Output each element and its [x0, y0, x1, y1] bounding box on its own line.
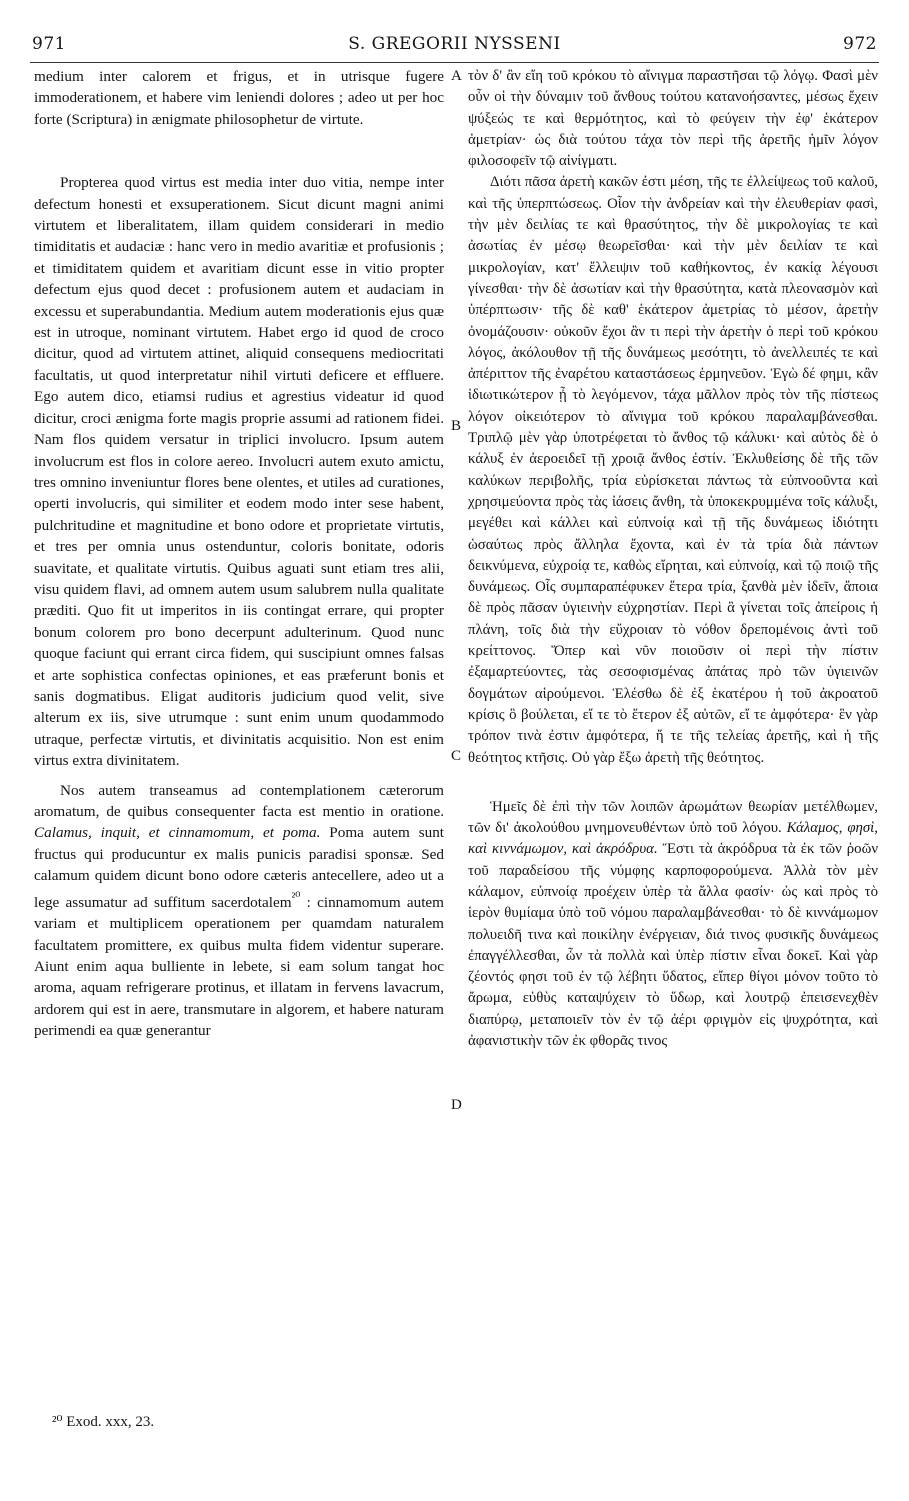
- greek-paragraph-1: τὸν δ' ἂν εἴη τοῦ κρόκου τὸ αἴνιγμα παραστῆσαι τῷ λόγῳ. Φασὶ μὲν οὖν οἱ τὴν δύναμιν τοῦ ἄνθους τούτου κατανοήσαντες, μέσως ἔχειν ψύξεώς τε καὶ θερμότητος, καὶ τὸ φεύγειν τὴν ἐφ' ἑκάτερον ἀμετρίαν· ὡς διὰ τούτου τάχα τὸν περὶ τῆς ἀρετῆς ἡμῖν λόγον φιλοσοφεῖν τῷ αἰνίγματι.: [468, 68, 878, 170]
- greek-paragraph-3-text-b: Ἔστι τὰ ἀκρόδρυα τὰ ἐκ τῶν ῥοῶν τοῦ παραδείσου τῆς νύμφης καρποφορούμενα. Ἀλλὰ τὸν μὲν κάλαμον, εὐπνοίᾳ προέχειν ὑπὲρ τὰ ἄλλα φασίν· ὡς καὶ πρὸς τὸ ἱερὸν θυμίαμα ὑπὸ τοῦ νόμου παραλαμβάνεσθαι· τὸ δὲ κιννάμωμον πολυειδῆ τινα καὶ ποικίλην ἐνέργειαν, διά τινος φυσικῆς δυνάμεως ἐπαγγέλλεσθαι, ὧν τὰ πολλὰ καὶ ὑπὲρ πίστιν εἶναι δοκεῖ. Καὶ γὰρ ζέοντός φησι τοῦ ἐν τῷ λέβητι ὕδατος, εἴπερ θίγοι μόνον τοῦτο τὸ ἄρωμα, εὐθὺς καταψύχειν τὸ ὕδωρ, καὶ λουτρῷ ἐπεισενεχθὲν διαπύρῳ, μεταποιεῖν τὸν ἐν τῷ ἀέρι φριγμὸν εἰς ψυχρότητα, καὶ ἀφανιστικὴν τῶν ἐκ φθορᾶς τινος: [468, 841, 879, 1050]
- latin-paragraph-3-text-b: Poma autem sunt fructus qui producuntur ex malis punicis paradisi sponsæ. Sed calamum quidem dicunt bono odore cæteris antecellere, adeo ut a lege assumatur ad suffitum sacerdotalem: [34, 824, 445, 911]
- page-header: [30, 34, 879, 62]
- header-rule: [30, 62, 879, 63]
- greek-paragraph-3: [468, 797, 878, 1053]
- latin-quotation: Calamus, inquit, et cinnamomum, et poma.: [34, 824, 321, 842]
- latin-paragraph-3: [34, 780, 444, 1042]
- latin-paragraph-3-text-a: Nos autem transeamus ad contemplationem cæterorum aromatum, de quibus consequenter facta est mentio in oratione.: [34, 781, 444, 820]
- footnote-reference: ²⁰: [291, 889, 301, 904]
- left-page-number: 971: [32, 34, 66, 54]
- margin-letter-d: D: [451, 1097, 462, 1113]
- running-title: S. GREGORII NYSSENI: [348, 34, 561, 54]
- greek-paragraph-2: Διότι πᾶσα ἀρετὴ κακῶν ἐστι μέση, τῆς τε ἐλλείψεως τοῦ καλοῦ, καὶ τῆς ὑπερπτώσεως. Οἷον τὴν ἀνδρείαν καὶ τὴν ἐλευθερίαν φασὶ, τὴν μὲν δειλίας τε καὶ θρασύτητος, τὴν δὲ μικρολογίας τε καὶ ἀσωτίας ἐν μέσῳ θεωρεῖσθαι· καὶ τὴν μὲν δειλίαν τε καὶ μικρολογίαν, κατ' ἔλλειψιν τοῦ καθήκοντος, ἐν κακίᾳ λέγουσι γίνεσθαι· τὴν δὲ ἀσωτίαν καὶ τὴν θρασύτητα, κατὰ πλεονασμὸν καὶ ὑπέρπτωσιν· τῆς δὲ καθ' ἑκάτερον ἀμετρίας τὸ μέσον, ἀρετὴν ὀνομάζουσιν· οὐκοῦν ἔχοι ἂν τι περὶ τὴν ἀρετὴν ὁ περὶ τοῦ κρόκου λόγος, ἀκόλουθον τῇ τῆς δυνάμεως μεσότητι, τὸ ἀνελλειπές τε καὶ ἀπέριττον τῆς ἐναρέτου καταστάσεως ἑρμηνεῦον. Ἐγὼ δέ φημι, κἂν ἰδιωτικώτερον ᾖ τὸ λεγόμενον, τάχα μᾶλλον πρὸς τὸν τῆς πίστεως λόγον οἰκειότερον τὸ αἴνιγμα τοῦ κρόκου παραλαμβάνεσθαι. Τριπλῷ μὲν γὰρ ὑποτρέφεται τὸ ἄνθος τῷ κάλυκι· καὶ αὐτὸς δὲ ὁ κάλυξ ἐν ἀεροειδεῖ τῇ χροιᾷ ἄνθος ἐστίν. Ἐκλυθείσης δὲ τῆς τῶν καλύκων περιβολῆς, τρία εὑρίσκεται πάντως τὰ εὐπνοοῦντα καὶ χρησιμεύοντα πρὸς τὰς ἰάσεις ἄνθη, τὰ ὑποκεκρυμμένα τοῖς κάλυξι, μεγέθει καὶ κάλλει καὶ εὐπνοίᾳ καὶ τῇ τῆς δυνάμεως ἰδιότητι ὡσαύτως πρὸς ἄλληλα ἔχοντα, καὶ ἐν τὰ τρία διὰ πάντων δεικνύμενα, εὐχροίᾳ τε, καθὼς εἴρηται, καὶ εὐπνοίᾳ, καὶ τῷ ποιῷ τῆς δυνάμεως. Οἷς συμπαραπέφυκεν ἕτερα τρία, ξανθὰ μὲν ἰδεῖν, ἄποια δὲ πρὸς πᾶσαν ὑγιεινὴν εὐχρηστίαν. Περὶ ἃ γίνεται τοῖς ἀπείροις ἡ πλάνη, τοῖς διὰ τὴν εὔχροιαν τὸ νόθον δρεπομένοις ἀντὶ τοῦ κρείττονος. Ὅπερ καὶ νῦν ποιοῦσιν οἱ περὶ τὴν πίστιν ἐξαμαρτεύοντες, τὰς σεσοφισμένας ἀπάτας πρὸ τῶν ὑγιεινῶν δογμάτων αἱρούμενοι. Ἑλέσθω δὲ ἐξ ἑκατέρου ἡ τοῦ ἀκροατοῦ κρίσις ὃ βούλεται, εἴ τε τὸ ἕτερον ἐξ αὐτῶν, εἴ τε ἀμφότερα· ἓν γὰρ τρόπον τινὰ ἐστιν ἀμφότερα, ἥ τε τῆς τελείας ἀρετῆς, καὶ ἡ τῆς θεότητος κτῆσις. Οὐ γὰρ ἔξω ἀρετὴ τῆς θεότητος.: [468, 174, 878, 766]
- margin-letter-a: A: [451, 68, 462, 84]
- latin-column: [34, 66, 444, 1042]
- footnote: ²⁰ Exod. xxx, 23.: [52, 1414, 155, 1430]
- latin-paragraph-2: Propterea quod virtus est media inter duo vitia, nempe inter defectum honesti et exsuperationem. Sicut dicunt magni animi virtutem et liberalitatem, illam quidem considerari in medio timiditatis et audaciæ : hanc vero in medio avaritiæ et profusionis ; et timiditatem quidem et avaritiam dicunt esse in vitio propter defectum ejus quod decet : profusionem autem et audaciam in excessu et superabundantia. Medium autem moderationis ejus quæ est in utroque, nominant virtutem. Habet ergo id quod de croco dicitur, quod ad virtutem attinet, aliquid consequens mediocritati facultatis, ut quod interpretatur nihil virtuti deficere et effluere. Ego autem dico, etiamsi rudius et agrestius videatur id quod dicitur, croci ænigma forte magis proprie assumi ad rationem fidei. Nam flos quidem versatur in triplici involucro. Ipsum autem involucrum est flos in colore aereo. Involucri autem exuto amictu, tres omnino inveniuntur flores bene olentes, et utiles ad curationes, operti involucris, qui similiter et eodem modo inter sese habent, pulchritudine et magnitudine et bono odore et proprietate virtutis, et tres per omnia unus ostenduntur, coloris bonitate, odoris suavitate, et qualitate virtutis. Quibus aguati sunt etiam tres alii, visu quidem flavi, ad omnem autem usum salubrem nulla qualitate præditi. Quo fit ut imperitos in iis contingat errare, qui propter bonum colorem pro bono decerpunt adulterinum. Quod nunc quoque faciunt qui errant circa fidem, qui suscipiunt omnes falsas et arte sophistica confectas opiniones, et eas præferunt bonis et sanis dogmatibus. Eligat auditoris judicium quod velit, sive alterum ex iis, sive utrumque : sunt enim unum quodammodo utraque, perfectæ virtutis, et divinitatis acquisitio. Non est enim virtus extra divinitatem.: [34, 174, 444, 770]
- greek-column: [468, 66, 878, 1052]
- latin-paragraph-1: medium inter calorem et frigus, et in utrisque fugere immoderationem, et habere vim leniendi dolores ; adeo ut per hoc forte (Scriptura) in ænigmate philosophetur de virtute.: [34, 68, 444, 128]
- latin-paragraph-3-text-c: : cinnamomum autem variam et multiplicem operationem per quamdam naturalem facultatem promittere, ex quibus multa fidem videntur superare. Aiunt enim aqua bulliente in lebete, si eam solum tangat hoc aroma, aquam refrigerare protinus, et illatam in fervens lavacrum, ardorem qui est in aere, transmutare in algorem, et habere naturam perimendi ea quæ generantur: [34, 893, 444, 1040]
- greek-paragraph-3-text-a: Ἡμεῖς δὲ ἐπὶ τὴν τῶν λοιπῶν ἀρωμάτων θεωρίαν μετέλθωμεν, τῶν δι' ἀκολούθου μνημονευθέντων ὑπὸ τοῦ λόγου.: [468, 798, 878, 837]
- margin-letter-b: B: [451, 418, 462, 434]
- margin-letter-c: C: [451, 748, 462, 764]
- greek-quotation: Κάλαμος, φησὶ, καὶ κιννάμωμον, καὶ ἀκρόδρυα.: [468, 820, 878, 858]
- right-page-number: 972: [843, 34, 877, 54]
